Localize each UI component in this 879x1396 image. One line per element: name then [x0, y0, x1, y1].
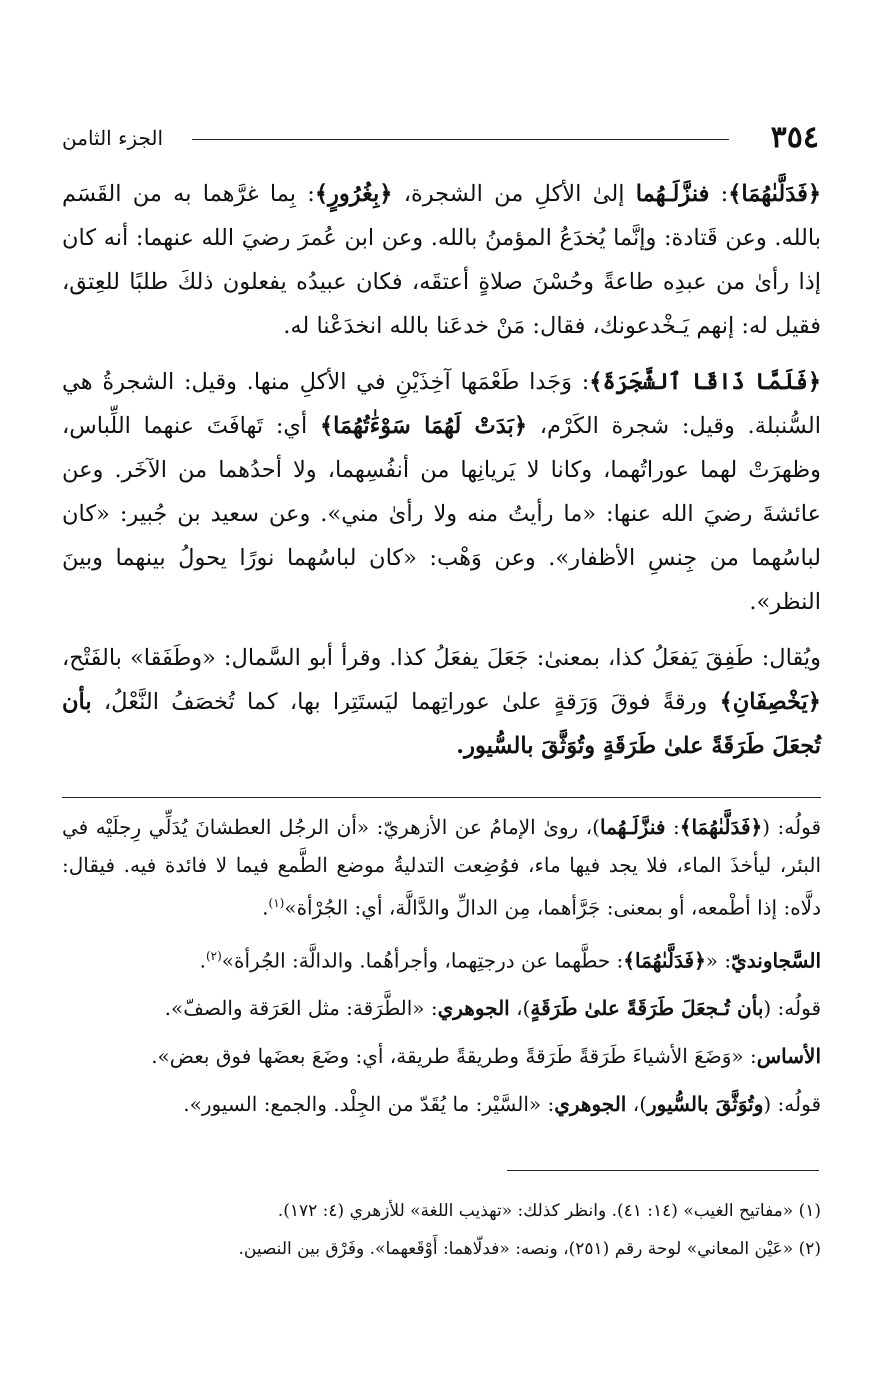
text-run: : «: [705, 948, 732, 973]
text-run: ورقةً فوقَ وَرَقةٍ علىٰ عوراتِهما ليَستَتِرا بها، كما تُخصَفُ النَّعْلُ،: [91, 689, 720, 715]
text-run: أي: تَهافَتَ عنهما اللِّباس، وظهرَتْ لهما عوراتُهما، وكانا لا يَريانِها من أنفُسِهما، ولا أحدُهما من الآخَر. وعن عائشةَ رضيَ الله عنها: «ما رأيتُ منه ولا رأىٰ مني». وعن سعيد بن جُبير: «كان لباسُهما من جِنسِ الأظفار». وعن وَهْب: «كان لباسُهما نورًا يحولُ بينهما وبينَ النظر».: [62, 413, 821, 615]
paragraph-2: [62, 360, 821, 624]
page-number: ٣٥٤: [770, 120, 819, 155]
text-run: إلىٰ الأكلِ من الشجرة،: [392, 181, 636, 207]
source-label: السَّجاونديّ: [731, 948, 821, 973]
quran-quote: ﴿فَدَلَّىٰهُمَا﴾: [728, 181, 822, 207]
header-rule: [192, 139, 729, 140]
footnote-2: (٢) «عَيْن المعاني» لوحة رقم (٢٥١)، ونصه: «فدلّاهما: أَوْقَعهما». وفَرْق بين النصين.: [238, 1239, 821, 1259]
page-header: [62, 118, 819, 158]
footnote-divider: [507, 1170, 819, 1171]
text-run: .: [262, 895, 269, 920]
commentary-divider: [62, 797, 821, 798]
footnote-ref[interactable]: (٢): [205, 948, 222, 963]
footnotes: [62, 1192, 821, 1268]
note-2: [62, 937, 821, 980]
text-run: )،: [509, 996, 531, 1021]
text-run: : حطَّهما عن درجتِهما، وأجرأهُما. والدالَّة: الجُرأة»: [221, 948, 624, 973]
note-4: [62, 1037, 821, 1075]
emphasis-text: فنزَّلَـهُما: [599, 815, 666, 839]
text-run: ويُقال: طَفِقَ يَفعَلُ كذا، بمعنىٰ: جَعَلَ يفعَلُ كذا. وقرأ أبو السَّمال: «وطَفَقا» بالفَتْح،: [62, 645, 821, 671]
paragraph-1: [62, 172, 821, 348]
quran-quote: ﴿يَخْصِفَانِ﴾: [719, 689, 821, 715]
text-run: )،: [626, 1092, 647, 1117]
note-3: [62, 989, 821, 1027]
emphasis-text: فنزَّلَـهُما: [635, 181, 710, 207]
text-run: : «السَّيْر: ما يُقَدّ من الجِلْد. والجمع: السيور».: [183, 1092, 555, 1117]
text-run: قولُه: (: [763, 996, 821, 1021]
source-label: الجوهري: [437, 996, 510, 1021]
text-run: : «وَضَعَ الأشياءَ طَرَقةً طَرَقةً وطريقةً طريقة، أي: وضَعَ بعضَها فوق بعض».: [151, 1044, 757, 1069]
text-run: )، روىٰ الإمامُ عن الأزهريّ: «أن الرجُل العطشانَ يُدَلِّي رِجلَيْه في البئر، ليأخذَ الماء، فلا يجد فيها ماء، فوُضِعت التدليةُ موضع الطَّمع فيما لا فائدة فيه. فيقال: دلَّاه: إذا أطْمعه، أو بمعنى: جَرَّأهما، مِن الدالِّ والدَّالَّة، أي: الجُرْأة»: [62, 815, 821, 920]
quran-quote: ﴿بَدَتْ لَهُمَا سَوْءَٰتُهُمَا﴾: [319, 413, 527, 439]
text-run: : وَجَدا طَعْمَها آخِذَيْنِ في الأكلِ منها. وقيل: الشجرةُ هي السُّنبلة. وقيل: شجرة الكَرْم،: [62, 369, 821, 439]
quran-quote: ﴿بِغُرُورٍ﴾: [314, 181, 393, 207]
text-run: قولُه: (: [763, 1092, 821, 1117]
commentary-notes: [62, 808, 821, 1133]
text-run: قولُه: (: [762, 815, 822, 839]
text-run: :: [709, 181, 729, 207]
quran-quote: ﴿فَلَمَّا ذَاقَا ٱلشَّجَرَةَ﴾: [589, 369, 821, 395]
quran-quote: ﴿فَدَلَّىٰهُمَا﴾: [623, 948, 706, 973]
emphasis-text: بأن تُـجعَلَ طَرَقَةً علىٰ طَرَقَةٍ: [530, 996, 764, 1021]
text-run: :: [665, 815, 680, 839]
part-title: الجزء الثامن: [62, 126, 164, 150]
quran-quote: ﴿فَدَلَّىٰهُمَا﴾: [679, 815, 763, 839]
footnote-1: (١) «مفاتيح الغيب» (١٤: ٤١). وانظر كذلك: «تهذيب اللغة» للأزهري (٤: ١٧٢).: [277, 1201, 821, 1221]
text-run: .: [199, 948, 206, 973]
paragraph-3: [62, 636, 821, 768]
note-1: [62, 808, 821, 927]
source-label: الأساس: [756, 1044, 821, 1069]
emphasis-text: بأن تُجعَلَ طَرَقَةً علىٰ طَرَقَةٍ وتُوَثَّقَ بالسُّيور.: [62, 689, 821, 759]
footnote-ref[interactable]: (١): [268, 896, 285, 910]
main-text: [62, 172, 821, 780]
source-label: الجوهري: [554, 1092, 627, 1117]
emphasis-text: وتُوَثَّقَ بالسُّيور: [647, 1092, 764, 1117]
note-5: [62, 1085, 821, 1123]
text-run: : «الطَّرَقة: مثل العَرَقة والصفّ».: [164, 996, 438, 1021]
text-run: : بِما غرَّهما به من القَسَم بالله. وعن قَتادة: وإنَّما يُخدَعُ المؤمنُ بالله. وعن ابن عُمرَ رضيَ الله عنهما: أنه كان إذا رأىٰ من عبدِه طاعةً وحُسْنَ صلاةٍ أعتقَه، فكان عبيدُه يفعلون ذلكَ طلبًا للعِتق، فقيل له: إنهم يَـخْدعونك، فقال: مَنْ خدعَنا بالله انخدَعْنا له.: [62, 181, 821, 339]
